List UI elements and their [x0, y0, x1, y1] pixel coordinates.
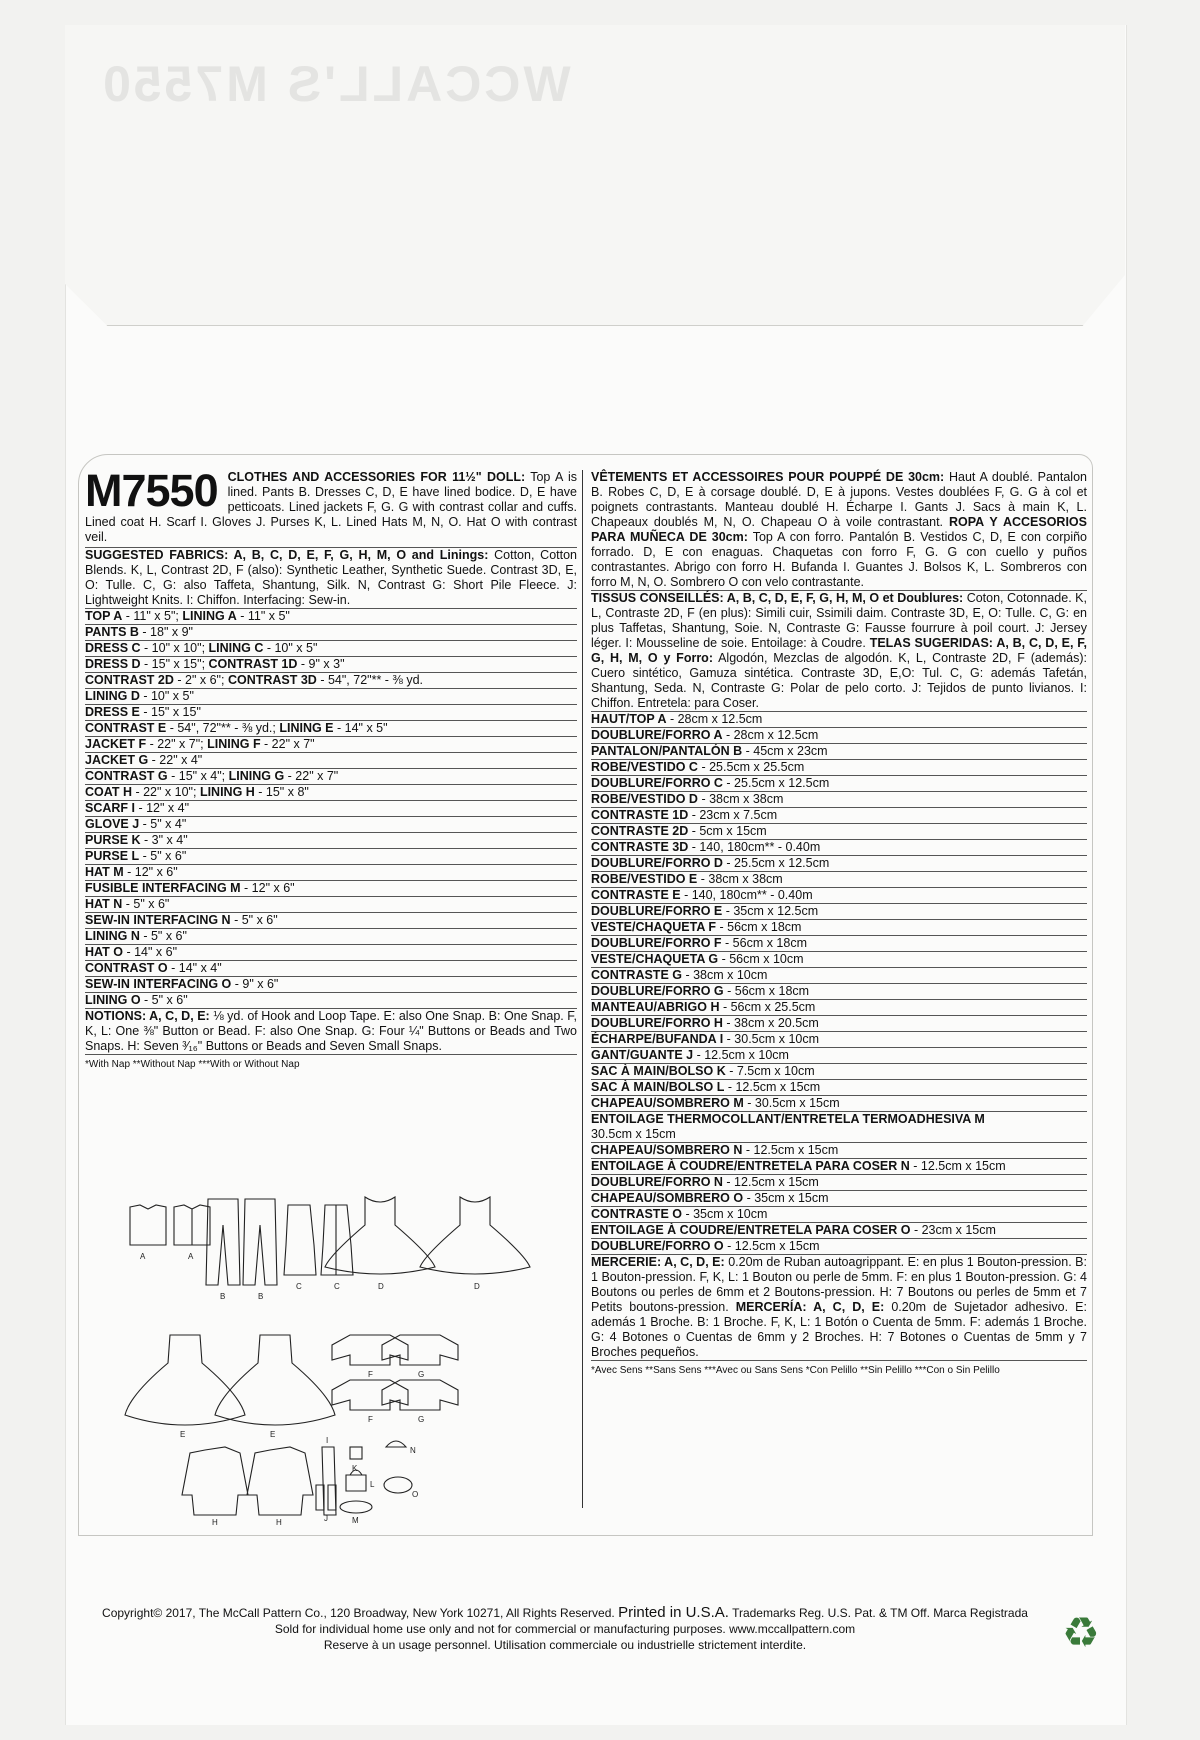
metric-label: DOUBLURE/FORRO E [591, 904, 723, 918]
metric-label: ROBE/VESTIDO C [591, 760, 698, 774]
metric-measure: - 38cm x 20.5cm [722, 1016, 819, 1030]
home-use-text: Sold for individual home use only and not for commercial or manufacturing purposes. www.mccallpattern.com [274, 1622, 856, 1636]
metric-label: ÉCHARPE/BUFANDA I [591, 1032, 724, 1046]
yardage-row [85, 897, 577, 913]
metric-row [591, 1159, 1087, 1175]
yardage-measure: - 5" x 6" [140, 993, 188, 1007]
yardage-measure: - 2" x 6"; [173, 673, 228, 687]
metric-row [591, 968, 1087, 984]
metric-measure: - 5cm x 15cm [688, 824, 767, 838]
metric-measure: - 7.5cm x 10cm [725, 1064, 815, 1078]
es-fabrics-text: Algodón, Mezclas de algodón. K, L, Contraste 2D, F (además): Cuero sintético, Gamuza sintética. Contraste 3D, E,O: Tul. C, G: además Tafetán, Shantung, Seda. N, Contraste G: Polar de pelo corto. J: Tejidos de punto livianos. I: Chiffon. Entretela: para Coser. [591, 651, 1087, 710]
label-c-2: C [334, 1282, 340, 1291]
metric-measure: - 12.5cm x 15cm [909, 1159, 1006, 1173]
es-notions-heading: MERCERÍA: A, C, D, E: [735, 1300, 885, 1314]
metric-row [591, 744, 1087, 760]
metric-label: PANTALON/PANTALÓN B [591, 744, 743, 758]
pattern-title: CLOTHES AND ACCESSORIES FOR 11½" DOLL: [227, 470, 526, 484]
yardage-label: DRESS C [85, 641, 141, 655]
label-d-2: D [474, 1282, 480, 1291]
hat-o-drawing [384, 1477, 412, 1493]
yardage-label: CONTRAST O [85, 961, 168, 975]
suggested-fabrics-heading: SUGGESTED FABRICS: A, B, C, D, E, F, G, H, M, O and Linings: [85, 548, 489, 562]
yardage-row [85, 993, 577, 1009]
purse-l-drawing [346, 1470, 366, 1491]
yardage-label: FUSIBLE INTERFACING M [85, 881, 241, 895]
recycle-icon: ♻ [1062, 1609, 1100, 1656]
metric-label: ENTOILAGE À COUDRE/ENTRETELA PARA COSER N [591, 1159, 910, 1173]
fr-es-nap-note: *Avec Sens **Sans Sens ***Avec ou Sans Sens *Con Pelillo **Sin Pelillo ***Con o Sin Pelillo [591, 1365, 1000, 1376]
yardage-label: SEW-IN INTERFACING O [85, 977, 232, 991]
metric-label: ENTOILAGE THERMOCOLLANT/ENTRETELA TERMOADHESIVA M [591, 1112, 985, 1126]
metric-measure: - 56cm x 18cm [721, 936, 807, 950]
yardage-label: SEW-IN INTERFACING N [85, 913, 231, 927]
metric-measure: - 30.5cm x 10cm [723, 1032, 820, 1046]
label-f-1: F [368, 1370, 373, 1379]
metric-row [591, 1080, 1087, 1096]
label-g-1: G [418, 1370, 425, 1379]
jacket-g-back-drawing [382, 1380, 458, 1410]
metric-label: DOUBLURE/FORRO F [591, 936, 722, 950]
yardage-label: TOP A [85, 609, 123, 623]
metric-label: DOUBLURE/FORRO G [591, 984, 724, 998]
pattern-description-text: Top A is lined. Pants B. Dresses C, D, E have lined bodice. D, E have petticoats. Lined jackets F, G. G with contrast collar and cuffs. Lined coat H. Scarf I. Gloves J. Purses K, L. Lined Hats M, N, O. Hat O with contrast veil. [85, 470, 577, 544]
label-h-1: H [212, 1518, 218, 1525]
metric-yardage-list [591, 712, 1087, 1255]
label-f-2: F [368, 1415, 373, 1424]
metric-label: CONTRASTE E [591, 888, 681, 902]
yardage-label: PURSE K [85, 833, 141, 847]
hat-n-drawing [386, 1441, 406, 1447]
yardage-measure-2: - 11" x 5" [236, 609, 290, 623]
label-o: O [412, 1490, 419, 1499]
metric-row [591, 936, 1087, 952]
english-column [85, 465, 577, 1072]
yardage-measure: - 5" x 6" [139, 849, 187, 863]
yardage-label: CONTRAST E [85, 721, 167, 735]
notions [85, 1009, 577, 1055]
label-b-2: B [258, 1292, 264, 1301]
suggested-fabrics [85, 548, 577, 609]
trademark-text: Trademarks Reg. U.S. Pat. & TM Off. Marca Registrada [732, 1606, 1028, 1620]
metric-row [591, 824, 1087, 840]
yardage-row [85, 961, 577, 977]
dress-d-front-drawing [325, 1197, 435, 1274]
french-spanish-column [591, 470, 1087, 1378]
yardage-row [85, 929, 577, 945]
yardage-measure-2: - 14" x 5" [333, 721, 388, 735]
metric-measure: - 12.5cm x 10cm [693, 1048, 789, 1062]
yardage-measure-2: - 15" x 8" [254, 785, 309, 799]
yardage-row [85, 673, 577, 689]
yardage-label-2: LINING H [199, 785, 255, 799]
metric-label: CONTRASTE 3D [591, 840, 689, 854]
purse-k-drawing [350, 1447, 362, 1459]
yardage-measure-2: - 9" x 3" [297, 657, 345, 671]
yardage-row [85, 785, 577, 801]
yardage-label-2: LINING F [207, 737, 261, 751]
column-divider [582, 470, 583, 1508]
yardage-label: HAT N [85, 897, 123, 911]
metric-measure-line2: 30.5cm x 15cm [591, 1127, 676, 1141]
metric-row [591, 1048, 1087, 1064]
metric-measure: - 56cm x 18cm [716, 920, 802, 934]
metric-label: HAUT/TOP A [591, 712, 667, 726]
es-title: ROPA Y ACCESORIOS PARA MUÑECA DE 30cm: [591, 515, 1087, 544]
fr-description-text: Haut A doublé. Pantalon B. Robes C, D, E à corsage doublé. D, E à jupons. Vestes doublées F, G. G à col et poignets contrastants. Manteau doublé H. Écharpe I. Gants J. Sacs à main K, L. Chapeaux doublés M, N, O. Chapeau O à voile contrastant. [591, 470, 1087, 529]
metric-row [591, 872, 1087, 888]
metric-measure: - 38cm x 10cm [681, 968, 768, 982]
dress-d-back-drawing [420, 1197, 530, 1274]
fr-notions-text: 0.20m de Ruban autoagrippant. E: en plus 1 Bouton-pression. B: 1 Bouton-pression. F, K, L: 1 Bouton ou perle de 5mm. F: en plus 1 Bouton-pression. G: 4 Boutons ou perles de 6mm et 2 Boutons-pression. H: 7 Boutons ou perles de 5mm et 7 Petits boutons-pression. [591, 1255, 1087, 1314]
yardage-row [85, 625, 577, 641]
label-m: M [352, 1516, 359, 1525]
copyright-text: Copyright© 2017, The McCall Pattern Co., 120 Broadway, New York 10271, All Rights Reserved. [102, 1606, 615, 1620]
label-b-1: B [220, 1292, 226, 1301]
metric-measure: - 12.5cm x 15cm [722, 1175, 819, 1189]
yardage-measure: - 10" x 10"; [140, 641, 209, 655]
metric-label: CHAPEAU/SOMBRERO M [591, 1096, 744, 1110]
metric-label: DOUBLURE/FORRO A [591, 728, 723, 742]
notions-heading: NOTIONS: A, C, D, E: [85, 1009, 210, 1023]
yardage-row [85, 753, 577, 769]
yardage-label-2: CONTRAST 3D [227, 673, 317, 687]
metric-row [591, 920, 1087, 936]
metric-label: SAC À MAIN/BOLSO K [591, 1064, 726, 1078]
metric-measure: - 38cm x 38cm [697, 872, 783, 886]
dress-e-front-drawing [125, 1335, 245, 1425]
yardage-row [85, 705, 577, 721]
metric-measure: - 56cm x 10cm [718, 952, 804, 966]
metric-label: DOUBLURE/FORRO N [591, 1175, 723, 1189]
dress-c-front-drawing [284, 1205, 316, 1275]
metric-label: DOUBLURE/FORRO C [591, 776, 723, 790]
yardage-label-2: LINING A [182, 609, 237, 623]
yardage-measure: - 5" x 6" [139, 929, 187, 943]
yardage-label-2: LINING E [279, 721, 334, 735]
fr-fabrics-heading: TISSUS CONSEILLÉS: A, B, C, D, E, F, G, H, M, O et Doublures: [591, 591, 964, 605]
metric-label: CONTRASTE 2D [591, 824, 689, 838]
metric-row [591, 904, 1087, 920]
yardage-label: JACKET G [85, 753, 149, 767]
jacket-f-back-drawing [332, 1380, 408, 1410]
yardage-row [85, 833, 577, 849]
metric-measure: - 23cm x 15cm [910, 1223, 996, 1237]
yardage-measure-2: - 22" x 7" [260, 737, 315, 751]
metric-row [591, 1207, 1087, 1223]
metric-label: VESTE/CHAQUETA F [591, 920, 717, 934]
es-fabrics-heading: TELAS SUGERIDAS: A, B, C, D, E, F, G, H, M, O y Forro: [591, 636, 1087, 665]
label-k: K [352, 1464, 358, 1473]
yardage-label: CONTRAST G [85, 769, 168, 783]
yardage-row [85, 689, 577, 705]
metric-label: SAC À MAIN/BOLSO L [591, 1080, 725, 1094]
label-n: N [410, 1446, 416, 1455]
metric-row [591, 840, 1087, 856]
yardage-measure: - 12" x 6" [123, 865, 178, 879]
metric-measure: - 140, 180cm** - 0.40m [688, 840, 821, 854]
yardage-label: LINING N [85, 929, 140, 943]
yardage-row [85, 849, 577, 865]
metric-label: DOUBLURE/FORRO O [591, 1239, 724, 1253]
metric-measure: - 12.5cm x 15cm [742, 1143, 839, 1157]
hat-m-drawing [340, 1501, 372, 1513]
metric-measure: - 140, 180cm** - 0.40m [680, 888, 813, 902]
yardage-row [85, 609, 577, 625]
label-d-1: D [378, 1282, 384, 1291]
metric-measure: - 28cm x 12.5cm [666, 712, 763, 726]
yardage-label: HAT O [85, 945, 123, 959]
yardage-row [85, 817, 577, 833]
label-h-2: H [276, 1518, 282, 1525]
es-notions-text: 0.20m de Sujetador adhesivo. E: además 1 Broche. B: 1 Broche. F, K, L: 1 Botón o Cuenta de 5mm. F: además 1 Broche. G: 4 Botones o Cuentas de 6mm y 2 Broches. H: 7 Botones o Cuentas de 5mm y 7 Broches pequeños. [591, 1300, 1087, 1359]
yardage-label: HAT M [85, 865, 124, 879]
metric-measure: - 12.5cm x 15cm [723, 1239, 820, 1253]
metric-label: CHAPEAU/SOMBRERO N [591, 1143, 743, 1157]
metric-label: MANTEAU/ABRIGO H [591, 1000, 720, 1014]
metric-row [591, 1112, 1087, 1143]
metric-label: CONTRASTE G [591, 968, 682, 982]
yardage-label: CONTRAST 2D [85, 673, 174, 687]
garment-illustrations [90, 1185, 570, 1525]
nap-note: *With Nap **Without Nap ***With or Without Nap [85, 1059, 300, 1070]
yardage-row [85, 881, 577, 897]
fr-notions-heading: MERCERIE: A, C, D, E: [591, 1255, 725, 1269]
metric-label: CHAPEAU/SOMBRERO O [591, 1191, 744, 1205]
yardage-row [85, 641, 577, 657]
fr-es-description [591, 470, 1087, 591]
yardage-measure: - 15" x 15" [139, 705, 201, 719]
metric-row [591, 1191, 1087, 1207]
metric-row [591, 808, 1087, 824]
yardage-measure: - 22" x 10"; [132, 785, 200, 799]
metric-measure: - 25.5cm x 25.5cm [697, 760, 805, 774]
yardage-list [85, 609, 577, 1009]
yardage-measure: - 22" x 4" [148, 753, 203, 767]
yardage-measure: - 5" x 4" [139, 817, 187, 831]
gloves-j-drawing [316, 1485, 336, 1510]
label-a-2: A [188, 1252, 194, 1261]
yardage-label: LINING O [85, 993, 141, 1007]
metric-row [591, 792, 1087, 808]
personal-use-text-fr: Reserve à un usage personnel. Utilisation commerciale ou industrielle strictement interdite. [323, 1638, 807, 1652]
notions-text: ⅛ yd. of Hook and Loop Tape. E: also One Snap. B: One Snap. F, K, L: One ⅜" Button or Bead. F: also One Snap. G: Four ¼" Buttons or Beads and Two Snaps. H: Seven ³⁄₁₆" Buttons or Beads and Seven Small Snaps. [85, 1009, 577, 1053]
top-a-front-drawing [130, 1205, 166, 1245]
jacket-f-front-drawing [332, 1335, 408, 1365]
metric-measure: - 12.5cm x 15cm [724, 1080, 821, 1094]
metric-measure: - 56cm x 18cm [723, 984, 810, 998]
yardage-label: PANTS B [85, 625, 139, 639]
yardage-measure: - 3" x 4" [140, 833, 188, 847]
metric-row [591, 712, 1087, 728]
yardage-measure: - 12" x 4" [135, 801, 190, 815]
coat-h-back-drawing [247, 1447, 313, 1515]
yardage-measure-2: - 10" x 5" [263, 641, 318, 655]
yardage-measure: - 15" x 15"; [140, 657, 209, 671]
yardage-row [85, 769, 577, 785]
yardage-label: DRESS E [85, 705, 140, 719]
yardage-measure: - 54", 72"** - ⅜ yd.; [166, 721, 280, 735]
label-e-2: E [270, 1430, 276, 1439]
label-g-2: G [418, 1415, 425, 1424]
jacket-g-front-drawing [382, 1335, 458, 1365]
metric-label: GANT/GUANTE J [591, 1048, 694, 1062]
yardage-row [85, 977, 577, 993]
label-a-1: A [140, 1252, 146, 1261]
yardage-measure-2: - 22" x 7" [284, 769, 339, 783]
metric-label: VESTE/CHAQUETA G [591, 952, 719, 966]
yardage-measure: - 9" x 6" [231, 977, 279, 991]
metric-measure: - 30.5cm x 15cm [743, 1096, 840, 1110]
yardage-row [85, 721, 577, 737]
yardage-label: LINING D [85, 689, 140, 703]
bleed-through-text: WCCALL'S M7550 [100, 56, 571, 112]
fr-es-notions [591, 1255, 1087, 1361]
top-a-back-drawing [174, 1205, 210, 1245]
metric-measure: - 38cm x 38cm [697, 792, 784, 806]
dress-e-back-drawing [215, 1335, 335, 1425]
metric-measure: - 23cm x 7.5cm [688, 808, 778, 822]
yardage-measure: - 10" x 5" [139, 689, 194, 703]
yardage-row [85, 737, 577, 753]
metric-measure: - 35cm x 12.5cm [722, 904, 819, 918]
metric-row [591, 1239, 1087, 1255]
metric-row [591, 1032, 1087, 1048]
suggested-fabrics-text: Cotton, Cotton Blends. K, L, Contrast 2D, F (also): Synthetic Leather, Synthetic Suede. Contrast 3D, E, O: Tulle. C, G: also Taffeta, Shantung, Silk. N, Contrast G: Short Pile Fleece. J: Lightweight Knits. I: Chiffon. Interfacing: Sew-in. [85, 548, 577, 607]
yardage-label: GLOVE J [85, 817, 140, 831]
coat-h-front-drawing [182, 1447, 248, 1515]
yardage-measure: - 15" x 4"; [167, 769, 229, 783]
yardage-label-2: CONTRAST 1D [208, 657, 298, 671]
metric-label: CONTRASTE O [591, 1207, 682, 1221]
metric-measure: - 45cm x 23cm [742, 744, 828, 758]
yardage-label: PURSE L [85, 849, 140, 863]
yardage-row [85, 657, 577, 673]
metric-row [591, 1016, 1087, 1032]
yardage-measure-2: - 54", 72"** - ⅜ yd. [316, 673, 423, 687]
metric-label: ROBE/VESTIDO E [591, 872, 698, 886]
metric-row [591, 1000, 1087, 1016]
pants-b-back-drawing [243, 1199, 277, 1285]
es-description-text: Top A con forro. Pantalón B. Vestidos C, D, E con corpiño forrado. D, E con enaguas. Chaquetas con forro F, G. G con cuello y puños contrastantes. Abrigo con forro H. Bufanda I. Guantes J. Bolsos K, L. Sombreros con forro M, N, O. Sombrero O con velo contrastante. [591, 530, 1088, 589]
label-l: L [370, 1480, 375, 1489]
metric-row [591, 776, 1087, 792]
metric-measure: - 35cm x 10cm [681, 1207, 768, 1221]
yardage-measure: - 5" x 6" [230, 913, 278, 927]
yardage-measure: - 18" x 9" [138, 625, 193, 639]
metric-row [591, 728, 1087, 744]
yardage-label: DRESS D [85, 657, 141, 671]
yardage-row [85, 945, 577, 961]
yardage-label-2: LINING C [208, 641, 264, 655]
label-i: I [326, 1436, 329, 1445]
yardage-measure: - 14" x 4" [167, 961, 222, 975]
label-c-1: C [296, 1282, 302, 1291]
metric-measure: - 28cm x 12.5cm [722, 728, 819, 742]
metric-measure: - 25.5cm x 12.5cm [722, 856, 830, 870]
yardage-row [85, 801, 577, 817]
yardage-measure: - 22" x 7"; [146, 737, 208, 751]
metric-measure: - 56cm x 25.5cm [719, 1000, 816, 1014]
yardage-measure: - 11" x 5"; [122, 609, 183, 623]
metric-row [591, 1223, 1087, 1239]
metric-row [591, 888, 1087, 904]
label-e-1: E [180, 1430, 186, 1439]
fr-es-fabrics [591, 591, 1087, 712]
yardage-label: COAT H [85, 785, 132, 799]
copyright-footer [85, 1605, 1045, 1653]
metric-label: DOUBLURE/FORRO D [591, 856, 723, 870]
metric-label: CONTRASTE 1D [591, 808, 689, 822]
metric-row [591, 856, 1087, 872]
yardage-measure: - 12" x 6" [240, 881, 295, 895]
fr-fabrics-text: Coton, Cotonnade. K, L, Contraste 2D, F (en plus): Simili cuir, Ssimili daim. Contraste 3D, E, O: Tulle. C, G: en plus Taffetas, Shantung, Soie. N, Contraste G: Fausse fourrure à poil court. J: Jersey léger. I: Mousseline de soie. Entoilage: à Coudre. [591, 591, 1087, 650]
yardage-label: SCARF I [85, 801, 135, 815]
label-j: J [324, 1514, 328, 1523]
metric-measure: - 25.5cm x 12.5cm [722, 776, 830, 790]
yardage-measure: - 14" x 6" [122, 945, 178, 959]
metric-measure: - 35cm x 15cm [743, 1191, 829, 1205]
metric-row [591, 1096, 1087, 1112]
pattern-code: M7550 [85, 465, 218, 516]
metric-row [591, 952, 1087, 968]
metric-row [591, 1175, 1087, 1191]
metric-row [591, 760, 1087, 776]
yardage-row [85, 913, 577, 929]
yardage-label: JACKET F [85, 737, 147, 751]
fr-title: VÊTEMENTS ET ACCESSOIRES POUR POUPPÉ DE 30cm: [591, 470, 945, 484]
metric-label: ROBE/VESTIDO D [591, 792, 698, 806]
yardage-row [85, 865, 577, 881]
metric-row [591, 1143, 1087, 1159]
pattern-description [85, 465, 577, 548]
printed-in: Printed in U.S.A. [618, 1604, 729, 1621]
metric-label: DOUBLURE/FORRO H [591, 1016, 723, 1030]
pants-b-front-drawing [206, 1199, 240, 1285]
metric-row [591, 1064, 1087, 1080]
metric-row [591, 984, 1087, 1000]
yardage-label-2: LINING G [228, 769, 285, 783]
metric-label: ENTOILAGE À COUDRE/ENTRETELA PARA COSER O [591, 1223, 911, 1237]
yardage-measure: - 5" x 6" [122, 897, 170, 911]
